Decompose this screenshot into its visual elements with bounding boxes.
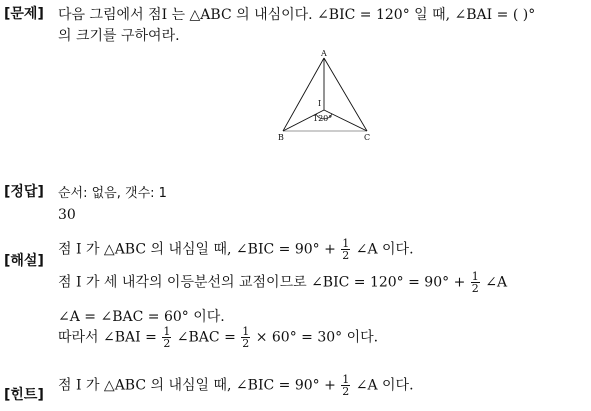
explanation-line-4-post: × 60° = 30° 이다. bbox=[255, 329, 379, 346]
fraction-numerator: 1 bbox=[342, 237, 350, 250]
explanation-line-1-post: ∠A 이다. bbox=[355, 241, 414, 258]
fraction-numerator: 1 bbox=[242, 325, 250, 338]
explanation-line-4 bbox=[58, 326, 378, 349]
angle-label: 120° bbox=[313, 114, 333, 123]
answer-meta: 순서: 없음, 갯수: 1 bbox=[58, 186, 167, 201]
fraction-half bbox=[341, 238, 350, 261]
fraction-numerator: 1 bbox=[163, 325, 171, 338]
fraction-denominator: 2 bbox=[471, 282, 479, 295]
fraction-half bbox=[162, 326, 171, 349]
fraction-half bbox=[471, 271, 480, 294]
explanation-line-2 bbox=[58, 271, 507, 294]
explanation-line-3: ∠A = ∠BAC = 60° 이다. bbox=[58, 309, 225, 325]
hint-line-1 bbox=[58, 374, 414, 397]
hint-line-1-pre: 점 I 가 △ABC 의 내심일 때, ∠BIC = 90° + bbox=[58, 377, 336, 394]
fraction-denominator: 2 bbox=[342, 249, 350, 262]
fraction-numerator: 1 bbox=[342, 373, 350, 386]
answer-label: [정답] bbox=[4, 184, 44, 200]
vertex-a-label: A bbox=[321, 49, 327, 58]
problem-line-1: 다음 그림에서 점I 는 △ABC 의 내심이다. ∠BIC = 120° 일 때, ∠BAI = ( )° bbox=[58, 7, 536, 23]
explanation-line-1 bbox=[58, 238, 414, 261]
fraction-denominator: 2 bbox=[163, 337, 171, 350]
fraction-half bbox=[341, 374, 350, 397]
explanation-label: [해설] bbox=[4, 253, 44, 269]
hint-label: [힌트] bbox=[4, 387, 44, 403]
triangle-figure bbox=[0, 0, 591, 160]
vertex-c-label: C bbox=[364, 133, 371, 142]
explanation-line-4-pre: 따라서 ∠BAI = bbox=[58, 329, 157, 346]
explanation-line-2-post: ∠A bbox=[485, 274, 508, 291]
explanation-line-1-pre: 점 I 가 △ABC 의 내심일 때, ∠BIC = 90° + bbox=[58, 241, 336, 258]
problem-label: [문제] bbox=[4, 6, 44, 22]
vertex-b-label: B bbox=[278, 133, 284, 142]
explanation-line-2-pre: 점 I 가 세 내각의 이등분선의 교점이므로 ∠BIC = 120° = 90° + bbox=[58, 274, 466, 291]
problem-line-2: 의 크기를 구하여라. bbox=[58, 28, 180, 44]
answer-value: 30 bbox=[58, 207, 76, 223]
explanation-line-4-mid: ∠BAC = bbox=[176, 329, 236, 346]
fraction-numerator: 1 bbox=[471, 270, 479, 283]
incenter-label: I bbox=[318, 99, 322, 108]
fraction-denominator: 2 bbox=[242, 337, 250, 350]
fraction-denominator: 2 bbox=[342, 385, 350, 398]
fraction-half bbox=[241, 326, 250, 349]
hint-line-1-post: ∠A 이다. bbox=[355, 377, 414, 394]
